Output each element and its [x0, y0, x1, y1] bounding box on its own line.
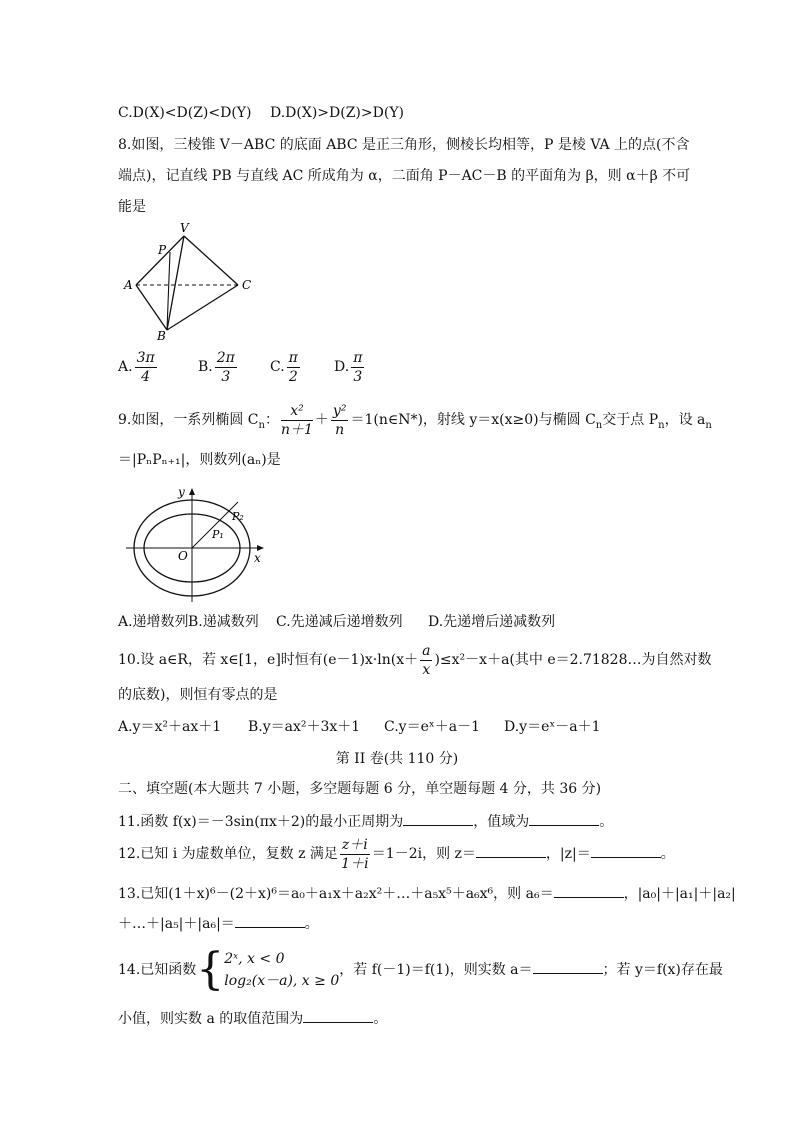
- q14-line-2: 小值，则实数 a 的取值范围为 。: [118, 1008, 387, 1029]
- q14-blank-1[interactable]: [533, 959, 603, 974]
- q12-blank-2[interactable]: [591, 843, 661, 858]
- q7-options: [118, 103, 404, 123]
- q8-options: [118, 348, 366, 386]
- q9-option-d: D.先递增后递减数列: [428, 614, 556, 630]
- q10-options: [118, 717, 601, 737]
- q13-line-2: ＋…＋|a₅|＋|a₆|＝ 。: [118, 913, 319, 934]
- pyramid-figure: [120, 218, 260, 344]
- q10-option-b: B.y＝ax²＋3x＋1: [248, 719, 361, 735]
- q10-option-d: D.y＝eˣ－a＋1: [504, 719, 601, 735]
- label-y: y: [178, 485, 185, 499]
- part2-title: 第 II 卷(共 110 分): [335, 751, 459, 767]
- q7-option-c: C.D(X)<D(Z)<D(Y): [118, 105, 252, 121]
- section2-heading: 二、填空题(本大题共 7 小题，多空题每题 6 分，单空题每题 4 分，共 36 分): [118, 781, 602, 797]
- q11: 11.函数 f(x)＝－3sin(πx＋2)的最小正周期为 ，值域为 。: [118, 811, 613, 832]
- q8-option-a: A. $\frac{3\pi}{4}$: [118, 349, 155, 385]
- q9-option-c: C.先递减后递增数列: [276, 614, 403, 630]
- edge-ab: [136, 285, 167, 330]
- edge-bc: [167, 285, 238, 330]
- q12-frac: $\frac{z+i}{1+i}$: [341, 836, 369, 872]
- q14-line-1: 14.已知函数{ 2ˣ, x < 0 log₂(x－a), x ≥ 0 ，若 f(－1)＝f(1)，则实数 a＝ ；若 y＝f(x)存在最: [118, 944, 723, 995]
- q11-blank-2[interactable]: [529, 811, 599, 826]
- piecewise-function: { 2ˣ, x < 0 log₂(x－a), x ≥ 0: [196, 944, 340, 995]
- y-arrow: [189, 488, 195, 495]
- q10-frac: $\frac{a}{x}$: [422, 642, 431, 678]
- q10-line-1: 10.设 a∈R，若 x∈[1，e]时恒有(e－1)x·ln(x＋ $\frac{a}{x}$ )≤x²－x＋a(其中 e＝2.71828…为自然对数: [118, 642, 712, 678]
- q11-blank-1[interactable]: [403, 811, 473, 826]
- q9-frac-x: $\frac{\text{x²}}{n+1}$: [280, 402, 313, 438]
- label-b: B: [157, 329, 166, 343]
- q8-option-c: C. $\frac{\pi}{2}$: [270, 349, 298, 385]
- q9-line-1: 9.如图，一系列椭圆 $C_n$： $\frac{\text{x²}}{n+1}$ ＋ $\frac{\text{y²}}{n}$ ＝1(n∈N*)，射线 y＝x(x≥0)与椭圆 $C_n$交于点 $P_n$，设 $a_n$: [118, 402, 712, 438]
- q12-blank-1[interactable]: [476, 843, 546, 858]
- q13-blank-2[interactable]: [235, 913, 305, 928]
- label-p2: P₂: [232, 510, 244, 523]
- label-o: O: [178, 549, 188, 563]
- q9-option-b: B.递减数列: [188, 614, 259, 630]
- edge-vc: [184, 236, 238, 285]
- q8-option-b: B. $\frac{2\pi}{3}$: [198, 349, 235, 385]
- q14-blank-2[interactable]: [303, 1008, 373, 1023]
- q9-options: [118, 612, 555, 632]
- ellipse-figure: [124, 482, 274, 606]
- q9-frac-y: $\frac{\text{y²}}{n}$: [332, 402, 347, 438]
- q10-option-c: C.y＝eˣ＋a－1: [384, 719, 481, 735]
- q10-line-2: 的底数)，则恒有零点的是: [118, 687, 278, 703]
- label-c: C: [242, 278, 252, 292]
- q9-line-2: ＝|PₙPₙ₊₁|，则数列(aₙ)是: [118, 452, 281, 468]
- label-p: P: [158, 243, 167, 257]
- label-v: V: [180, 221, 189, 235]
- label-x: x: [254, 551, 261, 565]
- q8-line-3: 能是: [118, 199, 146, 215]
- q8-line-2: 端点)，记直线 PB 与直线 AC 所成角为 α，二面角 P－AC－B 的平面角为 β，则 α＋β 不可: [118, 168, 691, 184]
- q9-option-a: A.递增数列: [118, 614, 189, 630]
- q8-line-1: 8.如图，三棱锥 V－ABC 的底面 ABC 是正三角形，侧棱长均相等，P 是棱 VA 上的点(不含: [118, 137, 690, 153]
- q13-blank-1[interactable]: [554, 883, 624, 898]
- q8-option-d: D. $\frac{\pi}{3}$: [334, 349, 363, 385]
- label-a: A: [124, 278, 133, 292]
- ray: [192, 502, 238, 548]
- q12: 12.已知 i 为虚数单位，复数 z 满足 $\frac{z+i}{1+i}$ ＝1－2i，则 z＝ ，|z|＝ 。: [118, 836, 675, 872]
- q7-option-d: D.D(X)>D(Z)>D(Y): [270, 105, 405, 121]
- q10-option-a: A.y＝x²＋ax＋1: [118, 719, 222, 735]
- label-p1: P₁: [212, 528, 224, 541]
- q13-line-1: 13.已知(1＋x)⁶－(2＋x)⁶＝a₀＋a₁x＋a₂x²＋…＋a₅x⁵＋a₆x⁶，则 a₆＝ ，|a₀|＋|a₁|＋|a₂|: [118, 883, 736, 904]
